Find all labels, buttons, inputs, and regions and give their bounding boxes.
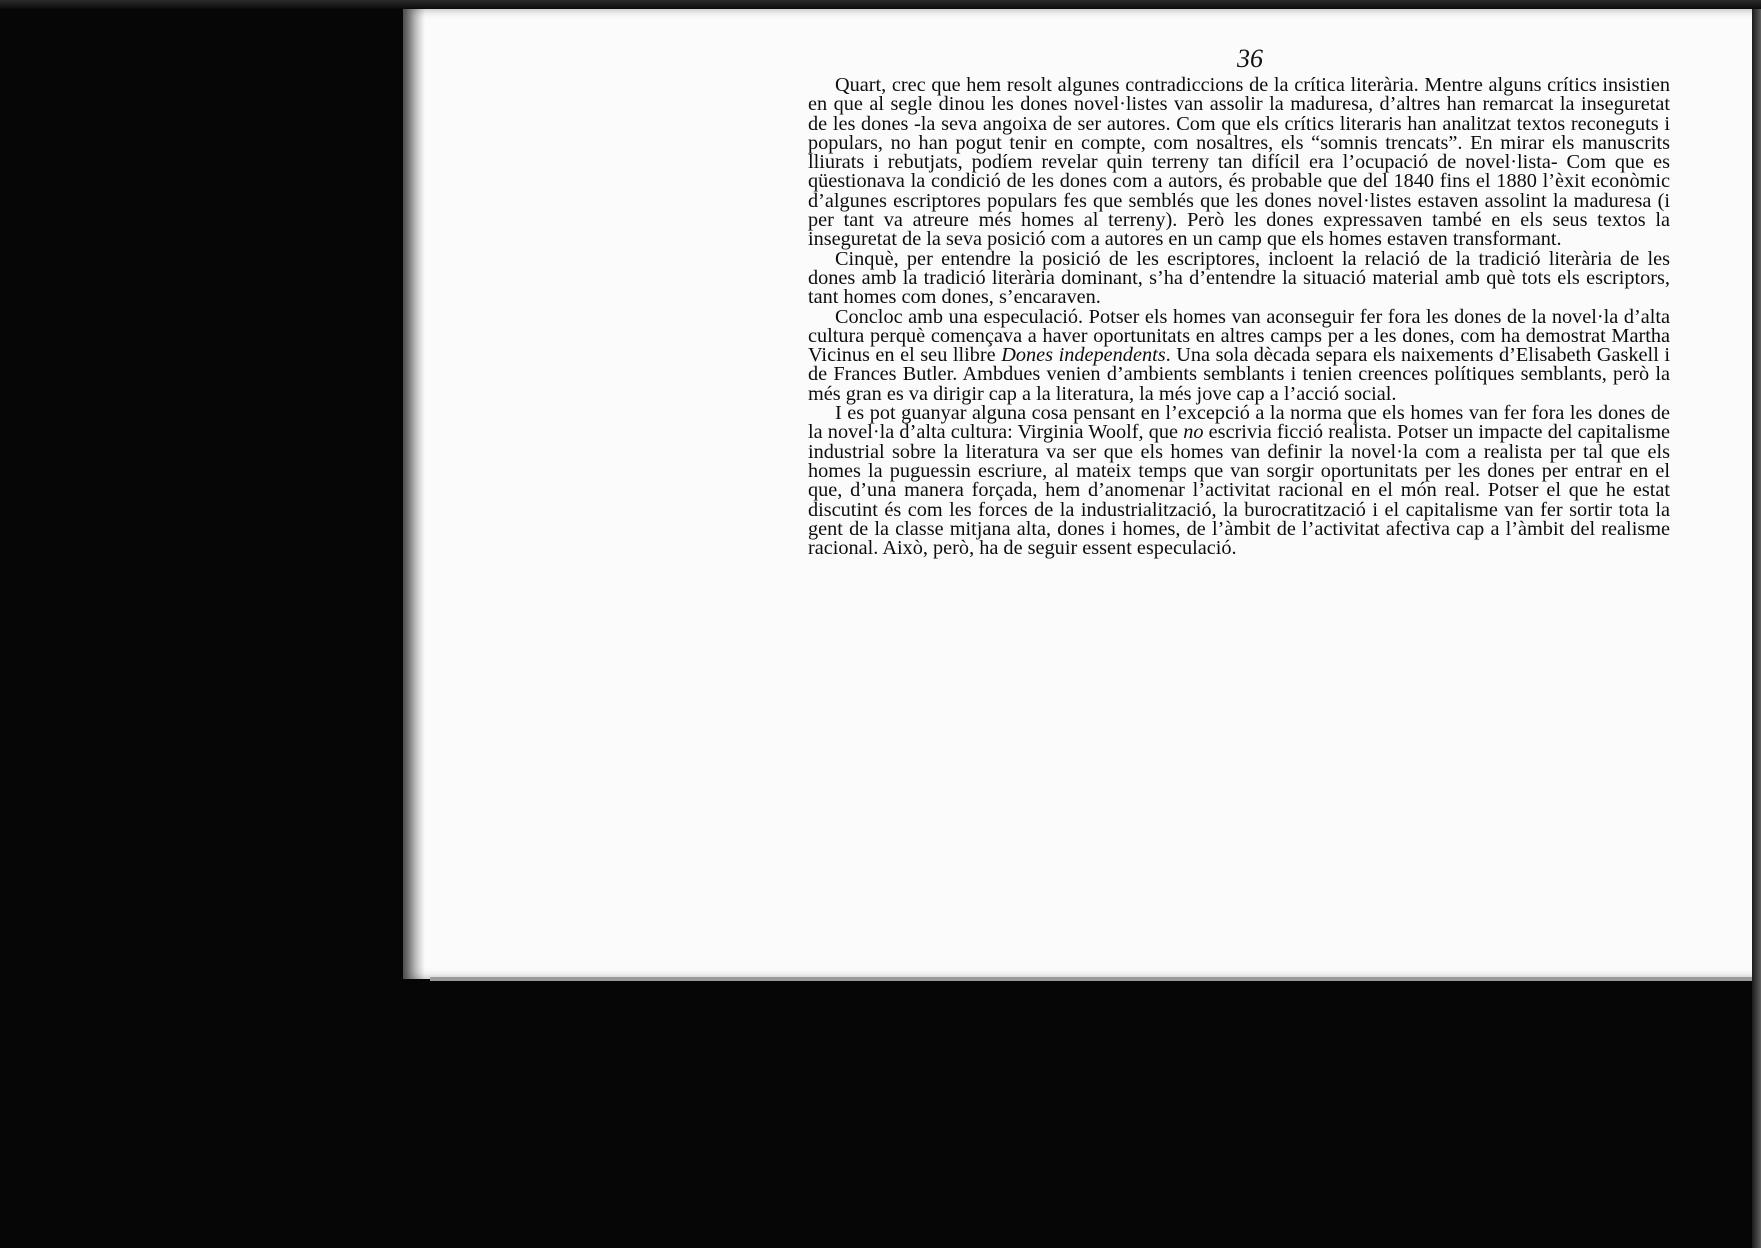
scanner-right-edge (1752, 9, 1761, 1248)
scan-top-strip (0, 0, 1761, 9)
page-bottom-edge (430, 977, 1761, 981)
body-text (808, 76, 1670, 558)
page-number: 36 (1237, 44, 1263, 73)
paragraph-1-text: Quart, crec que hem resolt algunes contradiccions de la crítica literària. Mentre alguns crítics insistien en que al segle dinou les dones novel·listes van assolir la maduresa, d’altres han remarcat la inseguretat de les dones -la seva angoixa de ser autores. Com que els crítics literaris han analitzat textos reconeguts i populars, no han pogut tenir en compte, com nosaltres, els “somnis trencats”. En mirar els manuscrits lliurats i rebutjats, podíem revelar quin terreny tan difícil era l’ocupació de novel·lista- Com que es qüestionava la condició de les dones com a autors, és probable que del 1840 fins el 1880 l’èxit econòmic d’algunes escriptores populars fes que semblés que les dones novel·listes estaven assolint la maduresa (i per tant va atreure més homes al terreny). Però les dones expressaven també en els seus textos la inseguretat de la seva posició com a autores en un camp que els homes estaven transformant. (808, 74, 1670, 251)
paragraph-2 (808, 247, 1670, 309)
paragraph-3 (808, 305, 1671, 405)
paragraph-3-text-start: Concloc amb una especulació. Potser els homes van aconseguir fer fora les dones de la novel·la d’alta cultura perquè començava a haver oportunitats en altres camps per a les dones, com ha demostrat Martha Vicinus en el seu llibre (808, 305, 1670, 367)
binding-shadow (403, 9, 425, 979)
paragraph-2-text: Cinquè, per entendre la posició de les escriptores, incloent la relació de la tradició literària de les dones amb la tradició literària dominant, s’ha d’entendre la situació material amb què tots els escriptors, tant homes com dones, s’encaraven. (808, 247, 1670, 309)
paragraph-3-text-end: . Una sola dècada separa els naixements d’Elisabeth Gaskell i de Frances Butler. Ambdues venien d’ambients semblants i tenien creences polítiques semblants, però la més gran es va dirigir cap a la literatura, la més jove cap a l’acció social. (808, 344, 1671, 405)
paragraph-4-text-end: escrivia ficció realista. Potser un impacte del capitalisme industrial sobre la literatura va ser que els homes van definir la novel·la com a realista per tal que els homes la puguessin escriure, al mateix temps que van sorgir oportunitats per les dones per entrar en el que, d’una manera forçada, hem d’anomenar l’activitat racional en el món real. Potser el que he estat discutint és com les forces de la industrialització, la burocratització i el capitalisme van fer sortir tota la gent de la classe mitjana alta, dones i homes, de l’àmbit de l’activitat afectiva cap a l’àmbit del realisme racional. Això, però, ha de seguir essent especulació. (808, 421, 1671, 560)
paragraph-1 (808, 76, 1670, 250)
paragraph-4 (808, 404, 1670, 558)
no-emphasis: no (1183, 421, 1204, 444)
book-title-emphasis: Dones independents (1001, 344, 1166, 367)
paragraph-4-text-start: I es pot guanyar alguna cosa pensant en l’excepció a la norma que els homes van fer fora les dones de la novel·la d’alta cultura: Virginia Woolf, que (808, 402, 1670, 444)
